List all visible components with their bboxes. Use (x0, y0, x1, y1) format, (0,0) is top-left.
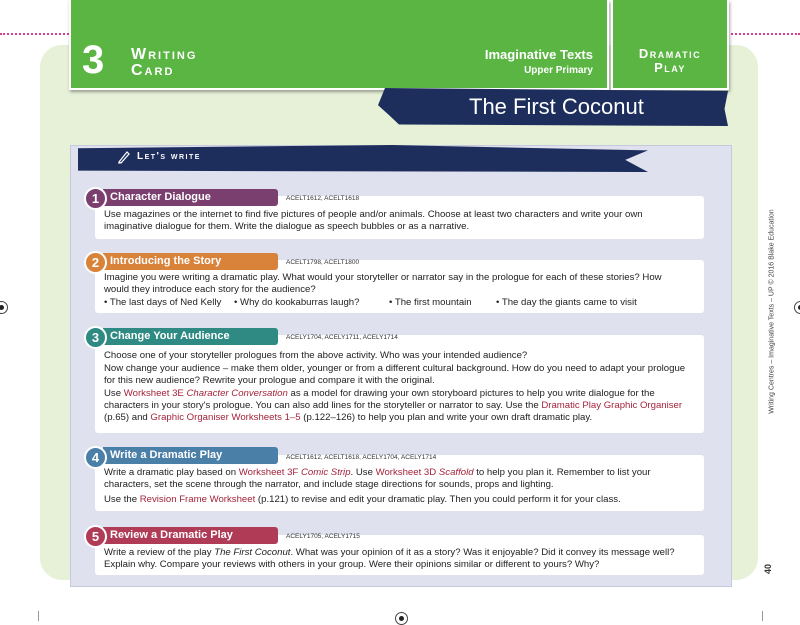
section-4-text (104, 467, 689, 507)
section-3-label: Change Your Audience (103, 328, 278, 345)
section-2-label: Introducing the Story (103, 253, 278, 270)
worksheet-3d-link[interactable]: Worksheet 3D Scaffold (375, 467, 474, 478)
bullet-item: • The first mountain (389, 297, 472, 308)
side-credit: Writing Centres – Imaginative Texts – UP © 2016 Blake Education (768, 209, 776, 414)
page-title: The First Coconut (469, 94, 644, 119)
genre-block (485, 47, 593, 79)
section-2-text (104, 272, 689, 309)
section-5-p1: Write a review of the play The First Coconut. What was your opinion of it as a story? Was it enjoyable? Did it convey its message well? Explain why. Compare your reviews with others in your group. Were their opinions similar or different to yours? Why? (104, 547, 675, 570)
registration-mark-right (794, 301, 800, 314)
section-5-number: 5 (84, 525, 107, 548)
card-type (131, 47, 197, 79)
level: Upper Primary (524, 65, 593, 76)
crop-mark (762, 611, 763, 621)
section-2-codes: ACELT1798, ACELT1800 (286, 259, 360, 266)
header-side-tab (611, 0, 729, 90)
section-3-number: 3 (84, 326, 107, 349)
pen-icon (116, 149, 132, 165)
graphic-organiser-link[interactable]: Dramatic Play Graphic Organiser (541, 400, 683, 411)
section-3-text (104, 350, 689, 425)
section-3-p2: Now change your audience – make them older, younger or from a different cultural background. How do you need to adapt your prologue for this new audience? Rewrite your prologue and compare it with the original. (104, 363, 686, 386)
section-2-bullets (104, 297, 689, 309)
section-2-paragraph: Imagine you were writing a dramatic play. What would your storyteller or narrator say in the prologue for each of these stories? How would they introduce each story for the audience? (104, 272, 662, 295)
page-number: 40 (763, 563, 774, 575)
section-5-label: Review a Dramatic Play (103, 527, 278, 544)
registration-mark-left (0, 301, 8, 314)
organiser-worksheets-link[interactable]: Graphic Organiser Worksheets 1–5 (150, 412, 301, 423)
section-1-text: Use magazines or the internet to find five pictures of people and/or animals. Choose at least two characters and write your own imaginative dialogue for them. Write the dialogue as speech bubbles or as a narrative. (104, 209, 643, 232)
side-tab-text (613, 47, 727, 75)
bullet-item: • Why do kookaburras laugh? (234, 297, 360, 308)
lets-write-label: Let's write (137, 151, 201, 162)
genre: Imaginative Texts (484, 47, 593, 62)
section-2-number: 2 (84, 251, 107, 274)
section-3-p1: Choose one of your storyteller prologues from the above activity. Who was your intended audience? (104, 350, 528, 361)
card-type-line1: Writing (131, 46, 198, 63)
section-4-p1: Write a dramatic play based on Worksheet 3F Comic Strip. Use Worksheet 3D Scaffold to help you plan it. Remember to list your characters, set the scene through the narrator, and include stage directions for sounds, props and lighting. (104, 467, 651, 490)
revision-frame-link[interactable]: Revision Frame Worksheet (139, 494, 256, 505)
section-5-codes: ACELY1705, ACELY1715 (286, 533, 360, 540)
section-1-codes: ACELT1612, ACELT1618 (286, 195, 360, 202)
side-line2: Play (654, 60, 686, 75)
section-3-p3: Use Worksheet 3E Character Conversation as a model for drawing your own storyboard pictures to help you write dialogue for the characters in your story's prologue. You can also add lines for the storyteller or narrator to say. Use the Dramatic Play Graphic Organiser (p.65) and Graphic Organiser Worksheets 1–5 (p.122–126) to help you plan and write your own draft dramatic play. (104, 388, 683, 423)
section-5-text (104, 547, 689, 572)
crop-mark (38, 611, 39, 621)
section-1-number: 1 (84, 187, 107, 210)
registration-mark-bottom (395, 612, 408, 625)
side-line1: Dramatic (638, 46, 702, 61)
card-type-line2: Card (131, 62, 175, 79)
worksheet-3e-link[interactable]: Worksheet 3E Character Conversation (123, 388, 288, 399)
worksheet-3f-link[interactable]: Worksheet 3F Comic Strip (238, 467, 351, 478)
card-number: 3 (82, 38, 105, 82)
section-4-p2: Use the Revision Frame Worksheet (p.121) to revise and edit your dramatic play. Then you could perform it for your class. (104, 494, 621, 505)
section-4-label: Write a Dramatic Play (103, 447, 278, 464)
section-4-codes: ACELT1612, ACELT1618, ACELY1704, ACELY1714 (286, 454, 437, 461)
section-1-label: Character Dialogue (103, 189, 278, 206)
bullet-item: • The last days of Ned Kelly (104, 297, 222, 308)
header-bar (69, 0, 609, 90)
bullet-item: • The day the giants came to visit (496, 297, 637, 308)
section-3-codes: ACELY1704, ACELY1711, ACELY1714 (286, 334, 398, 341)
section-4-number: 4 (84, 446, 107, 469)
